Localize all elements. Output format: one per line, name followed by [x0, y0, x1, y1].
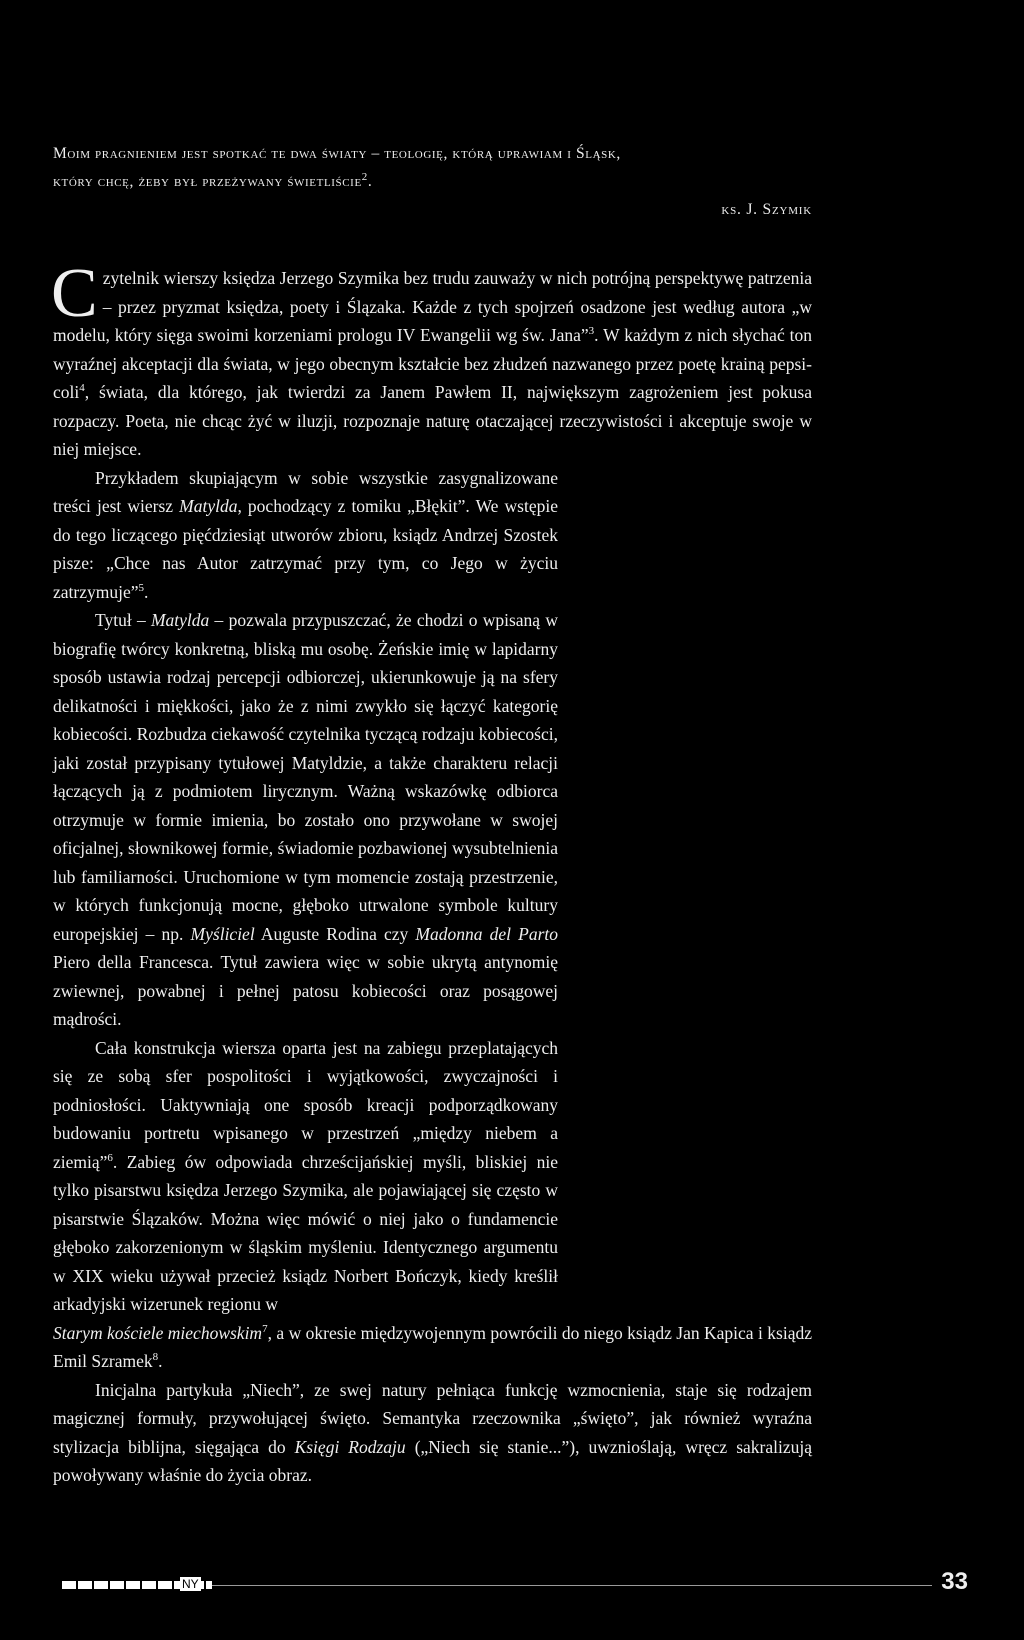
drop-cap: C — [51, 255, 98, 332]
motto — [53, 140, 812, 224]
paragraph-3: Tytuł – Matylda – pozwala przypuszczać, że chodzi o wpisaną w biografię twórcy konkretną, bliską mu osobę. Żeńskie imię w lapidarny sposób ustawia rodzaj percepcji odbiorczej, ukierunkowuje ją na sfery delikatności i miękkości, jako że z nimi zwykło się łączyć kategorię kobiecości. Rozbudza ciekawość czytelnika tyczącą rodzaju kobiecości, jaki został przypisany tytułowej Matyldzie, a także charakteru relacji łączących ją z podmiotem lirycznym. Ważną wskazówkę odbiorca otrzymuje w formie imienia, bo zostało ono przywołane w swojej oficjalnej, słownikowej formie, świadomie pozbawionej wysubtelnienia lub familiarności. Uruchomione w tym momencie zostają przestrzenie, w których funkcjonują mocne, głęboko utrwalone symbole kultury europejskiej – np. Myśliciel Auguste Rodina czy Madonna del Parto Piero della Francesca. Tytuł zawiera więc w sobie ukrytą antynomię zwiewnej, powabnej i pełnej patosu kobiecości oraz posągowej mądrości. — [53, 610, 559, 1029]
motto-line-2: który chcę, żeby był przeżywany świetliście$^2$. — [53, 170, 373, 190]
motto-author: ks. J. Szymik — [721, 201, 812, 218]
article-body — [51, 255, 813, 1490]
paragraph-4: Cała konstrukcja wiersza oparta jest na zabiegu przeplatających się ze sobą sfer pospolitości i wyjątkowości, zwyczajności i podniosłości. Uaktywniają one sposób kreacji podporządkowany budowaniu portretu wpisanego w przestrzeń „między niebem a ziemią”$^6$. Zabieg ów odpowiada chrześcijańskiej myśli, bliskiej nie tylko pisarstwu księdza Jerzego Szymika, ale pojawiającej się często w pisarstwie Ślązaków. Można więc mówić o niej jako o fundamencie głęboko zakorzenionym w śląskim myśleniu. Identycznego argumentu w XIX wieku używał przecież ksiądz Norbert Bończyk, kiedy kreślił arkadyjski wizerunek regionu w Starym kościele miechowskim$^7$, a w okresie międzywojennym powrócili do niego ksiądz Jan Kapica i ksiądz Emil Szramek$^8$. — [53, 1037, 813, 1371]
motto-line-1: Moim pragnieniem jest spotkać te dwa światy – teologię, którą uprawiam i Śląsk, — [53, 145, 621, 162]
paragraph-2: Przykładem skupiającym w sobie wszystkie zasygnalizowane treści jest wiersz Matylda, pochodzący z tomiku „Błękit”. We wstępie do tego liczącego pięćdziesiąt utworów zbioru, ksiądz Andrzej Szostek pisze: „Chce nas Autor zatrzymać przy tym, co Jego w życiu zatrzymuje”$^5$. — [53, 467, 558, 602]
footer-label: NY — [182, 1577, 199, 1591]
page-number: 33 — [941, 1568, 968, 1595]
paragraph-1: Czytelnik wierszy księdza Jerzego Szymika bez trudu zauważy w nich potrójną perspektywę patrzenia – przez pryzmat księdza, poety i Ślązaka. Każde z tych spojrzeń osadzone jest według autora „w modelu, który sięga swoimi korzeniami prologu IV Ewangelii wg św. Jana”$^3$. W każdym z nich słychać ton wyraźnej akceptacji dla świata, w jego obecnym kształcie bez złudzeń nazwanego przez poetę krainą pepsi-coli$^4$, świata, dla którego, jak twierdzi za Janem Pawłem II, największym zagrożeniem jest pokusa rozpaczy. Poeta, nie chcąc żyć w iluzji, rozpoznaje naturę otaczającej rzeczywistości i akceptuje swoje w niej miejsce. — [51, 255, 812, 459]
paragraph-5: Inicjalna partykuła „Niech”, ze swej natury pełniąca funkcję wzmocnienia, staje się rodzajem magicznej formuły, przywołującej święto. Semantyka rzeczownika „święto”, jak również wyraźna stylizacja biblijna, sięgająca do Księgi Rodzaju („Niech się stanie...”), uwznioślają, wręcz sakralizują powoływany właśnie do życia obraz. — [53, 1379, 812, 1485]
